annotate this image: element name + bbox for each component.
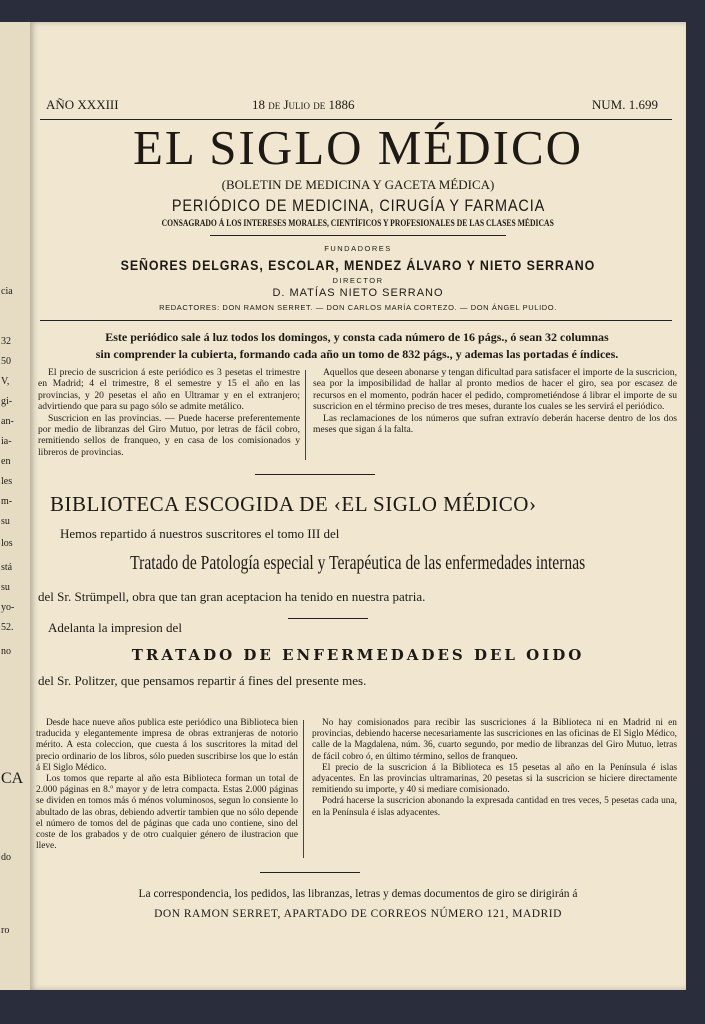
left-fragment: 52.	[1, 622, 14, 633]
biblioteca-title: BIBLIOTECA ESCOGIDA DE ‹EL SIGLO MÉDICO›	[50, 492, 537, 516]
left-facing-page	[0, 22, 32, 990]
biblioteca-line-3: Adelanta la impresion del	[48, 620, 182, 635]
biblioteca-left-column	[36, 718, 298, 852]
correspondence-line: La correspondencia, los pedidos, las libranzas, letras y demas documentos de giro se dirigirán á	[138, 888, 578, 900]
issue-date: 18 de Julio de 1886	[252, 97, 355, 112]
left-fragment: en	[1, 456, 11, 467]
left-fragment: V,	[1, 376, 10, 387]
biblioteca-line-4: del Sr. Politzer, que pensamos repartir á fines del presente mes.	[38, 673, 367, 688]
director-label: DIRECTOR	[332, 276, 384, 285]
left-fragment: CA	[1, 770, 24, 787]
left-fragment: su	[1, 516, 10, 527]
subscription-provinces-paragraph: Suscricion en las provincias. — Puede hacerse preferentemente por medio de libranzas del Giro Mutuo, por letras de fácil cobro, remitiendo sellos de franqueo, y en casa de los comisionados y libreros de provincias.	[38, 412, 300, 458]
divider	[210, 235, 506, 236]
subscription-claims-paragraph: Las reclamaciones de los números que sufran extravío deberán hacerse dentro de los dos meses que sigan á la falta.	[313, 412, 677, 436]
subscription-price-paragraph: El precio de suscricion á este periódico es 3 pesetas el trimestre en Madrid; 4 el trimestre, 8 el semestre y 15 el año en las provincias, y 20 pesetas el año en Ultramar y en el extranjero; advirtiendo que para su pago sólo se admite metálico.	[38, 367, 300, 413]
left-fragment: an-	[1, 416, 14, 427]
left-fragment: stá	[1, 562, 13, 573]
divider	[255, 474, 375, 475]
column-divider	[305, 370, 306, 460]
left-fragment: cia	[1, 286, 13, 297]
newspaper-page	[30, 22, 686, 990]
biblioteca-history-paragraph: Desde hace nueve años publica este periódico una Biblioteca bien traducida y elegantemente impresa de obras extranjeras de notorio mérito. A esta coleccion, que cuesta á los suscritores la mitad del precio ordinario de los libros, sólo pueden suscribirse los que lo están á El Siglo Médico.	[36, 718, 298, 773]
publication-notice	[38, 329, 676, 363]
left-fragment: 50	[1, 356, 11, 367]
subtitle-consagrado: CONSAGRADO Á LOS INTERESES MORALES, CIENTÍFICOS Y PROFESIONALES DE LAS CLASES MÉDICAS	[161, 218, 555, 228]
biblioteca-commission-paragraph: No hay comisionados para recibir las suscriciones á la Biblioteca ni en Madrid ni en provincias, debiendo hacerse necesariamente las suscriciones en las oficinas de El Siglo Médico, calle de la Magdalena, núm. 36, cuarto segundo, por medio de libranzas del Giro Mutuo, letras de fácil cobro ó, en último término, sellos de franqueo.	[312, 718, 677, 762]
left-fragment: ia-	[1, 436, 12, 447]
subtitle-periodico: PERIÓDICO DE MEDICINA, CIRUGÍA Y FARMACIA	[171, 196, 545, 215]
notice-line-2: sin comprender la cubierta, formando cada año un tomo de 832 págs., y ademas las portadas é índices.	[95, 347, 619, 361]
biblioteca-installments-paragraph: Podrá hacerse la suscricion abonando la expresada cantidad en tres veces, 5 pesetas cada una, en la Península é islas adyacentes.	[312, 796, 677, 818]
left-fragment: 32	[1, 336, 11, 347]
biblioteca-volumes-paragraph: Los tomos que reparte al año esta Biblioteca forman un total de 2.000 páginas en 8.º mayor y de letra compacta. Estas 2.000 páginas se dividen en tomos más ó ménos voluminosos, segun lo consiente lo abultado de las obras, debiendo advertir tambien que no sólo depende el número de tomos del de páginas que cada uno contiene, sino del coste de los grabados y de otro cualquier género de ilustracion que lleve.	[36, 774, 298, 852]
founders: SEÑORES DELGRAS, ESCOLAR, MENDEZ ÁLVARO Y NIETO SERRANO	[120, 258, 596, 273]
address-line: DON RAMON SERRET, APARTADO DE CORREOS NÚMERO 121, MADRID	[154, 908, 562, 920]
masthead: EL SIGLO MÉDICO	[132, 120, 584, 175]
left-fragment: gi-	[1, 396, 13, 407]
column-divider	[303, 720, 304, 858]
biblioteca-price-paragraph: El precio de la suscricion á la Biblioteca es 15 pesetas al año en la Península é islas adyacentes. En las provincias ultramarinas, 20 pesetas si la suscricion se hiciere directamente remitiendo su importe, y 40 si mediare comisionado.	[312, 762, 677, 796]
left-fragment: su	[1, 582, 10, 593]
issue-year: AÑO XXXIII	[46, 97, 119, 112]
tratado-patologia-title: Tratado de Patología especial y Terapéutica de las enfermedades internas	[130, 552, 586, 574]
left-fragment: los	[1, 538, 13, 549]
issue-number: NUM. 1.699	[591, 97, 658, 112]
tratado-oido-title: TRATADO DE ENFERMEDADES DEL OIDO	[131, 646, 585, 664]
subscription-right-column	[313, 367, 677, 435]
biblioteca-line-1: Hemos repartido á nuestros suscritores el tomo III del	[60, 526, 340, 541]
left-fragment: ro	[1, 925, 10, 936]
director: D. MATÍAS NIETO SERRANO	[272, 287, 444, 299]
left-fragment: no	[1, 646, 11, 657]
biblioteca-line-2: del Sr. Strümpell, obra que tan gran aceptacion ha tenido en nuestra patria.	[38, 589, 426, 604]
left-fragment: m-	[1, 496, 13, 507]
editors-rule	[40, 320, 672, 321]
divider	[260, 872, 360, 873]
subscription-deferred-paragraph: Aquellos que deseen abonarse y tengan dificultad para satisfacer el importe de la suscricion, sea por la imposibilidad de hallar al pronto medios de hacer el giro, sea por escasez de recursos en el momento, podrán hacer el pedido, comprometiéndose á librar el importe de su suscricion en el término preciso de tres meses, durante los cuales se les servirá el periódico.	[313, 367, 677, 413]
divider	[288, 618, 368, 619]
left-fragment: yo-	[1, 602, 15, 613]
notice-line-1: Este periódico sale á luz todos los domingos, y consta cada número de 16 págs., ó sean 32 columnas	[105, 330, 609, 344]
left-fragment: les	[1, 476, 13, 487]
subscription-left-column	[38, 367, 300, 458]
subtitle-boletin: (BOLETIN DE MEDICINA Y GACETA MÉDICA)	[221, 177, 495, 192]
editors: REDACTORES: DON RAMON SERRET. — DON CARLOS MARÍA CORTEZO. — DON ÁNGEL PULIDO.	[159, 303, 557, 312]
founders-label: FUNDADORES	[324, 244, 392, 253]
biblioteca-right-column	[312, 718, 677, 819]
left-fragment: do	[1, 852, 11, 863]
